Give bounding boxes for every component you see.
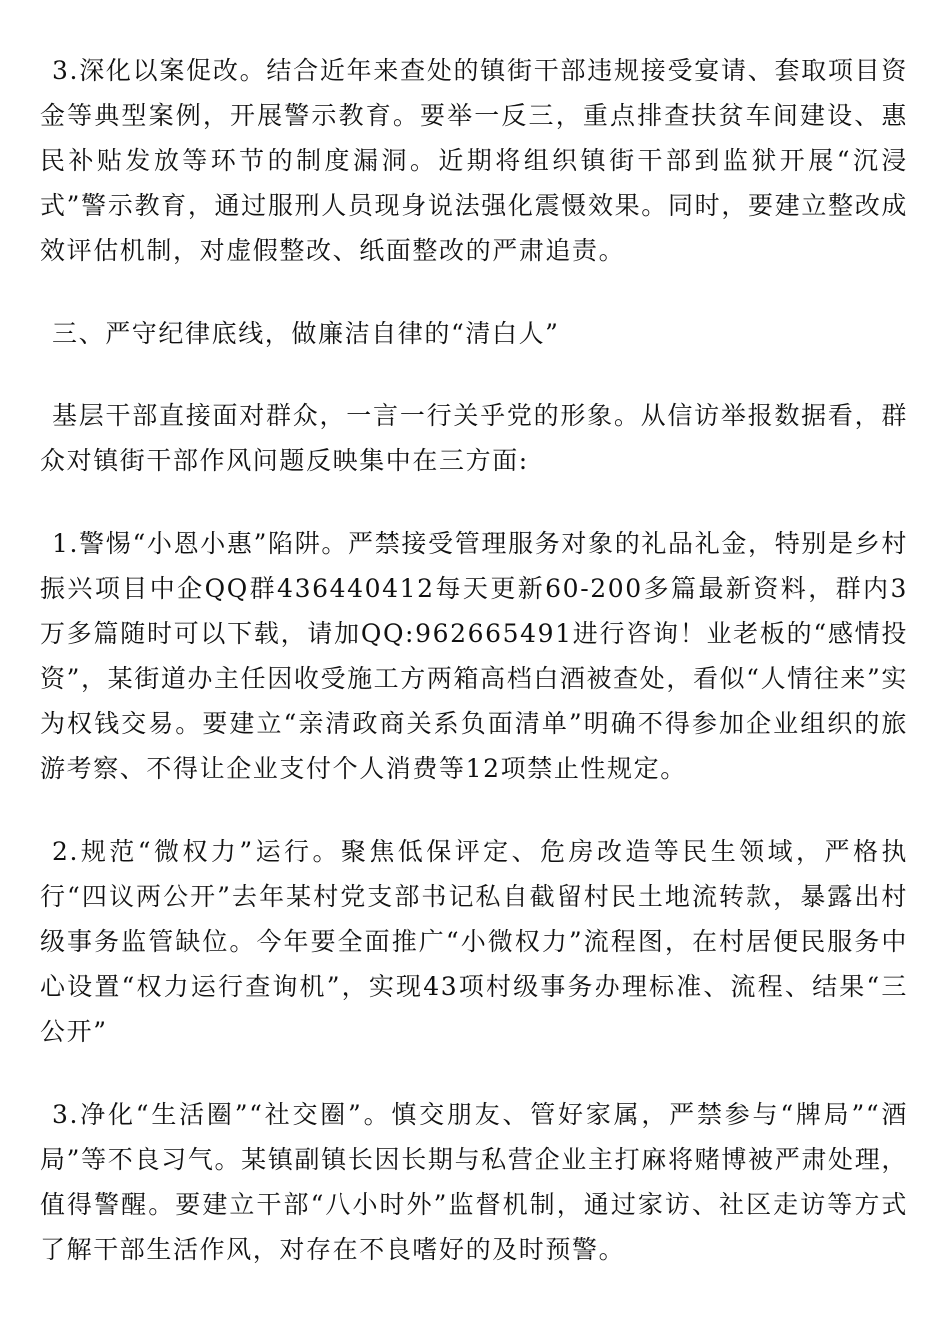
paragraph-point-2: 2.规范“微权力”运行。聚焦低保评定、危房改造等民生领域，严格执行“四议两公开”去年某村党支部书记私自截留村民土地流转款，暴露出村级事务监管缺位。今年要全面推广“小微权力”流程图，在村居便民服务中心设置“权力运行查询机”，实现43项村级事务办理标准、流程、结果“三公开” (40, 837, 908, 1046)
paragraph-intro: 基层干部直接面对群众，一言一行关乎党的形象。从信访举报数据看，群众对镇街干部作风问题反映集中在三方面: (40, 401, 908, 475)
section-heading-three: 三、严守纪律底线，做廉洁自律的“清白人” (52, 319, 560, 348)
paragraph-point-3: 3.净化“生活圈”“社交圈”。慎交朋友、管好家属，严禁参与“牌局”“酒局”等不良习气。某镇副镇长因长期与私营企业主打麻将赌博被严肃处理，值得警醒。要建立干部“八小时外”监督机制，通过家访、社区走访等方式了解干部生活作风，对存在不良嗜好的及时预警。 (40, 1100, 908, 1264)
paragraph-point-1: 1.警惕“小恩小惠”陷阱。严禁接受管理服务对象的礼品礼金，特别是乡村振兴项目中企QQ群436440412每天更新60-200多篇最新资料，群内3万多篇随时可以下载，请加QQ:962665491进行咨询！业老板的“感情投资”，某街道办主任因收受施工方两箱高档白酒被查处，看似“人情往来”实为权钱交易。要建立“亲清政商关系负面清单”明确不得参加企业组织的旅游考察、不得让企业支付个人消费等12项禁止性规定。 (40, 529, 908, 783)
document-page (40, 48, 908, 1310)
paragraph-case-reform: 3.深化以案促改。结合近年来查处的镇街干部违规接受宴请、套取项目资金等典型案例，开展警示教育。要举一反三，重点排查扶贫车间建设、惠民补贴发放等环节的制度漏洞。近期将组织镇街干部到监狱开展“沉浸式”警示教育，通过服刑人员现身说法强化震慑效果。同时，要建立整改成效评估机制，对虚假整改、纸面整改的严肃追责。 (40, 56, 908, 265)
